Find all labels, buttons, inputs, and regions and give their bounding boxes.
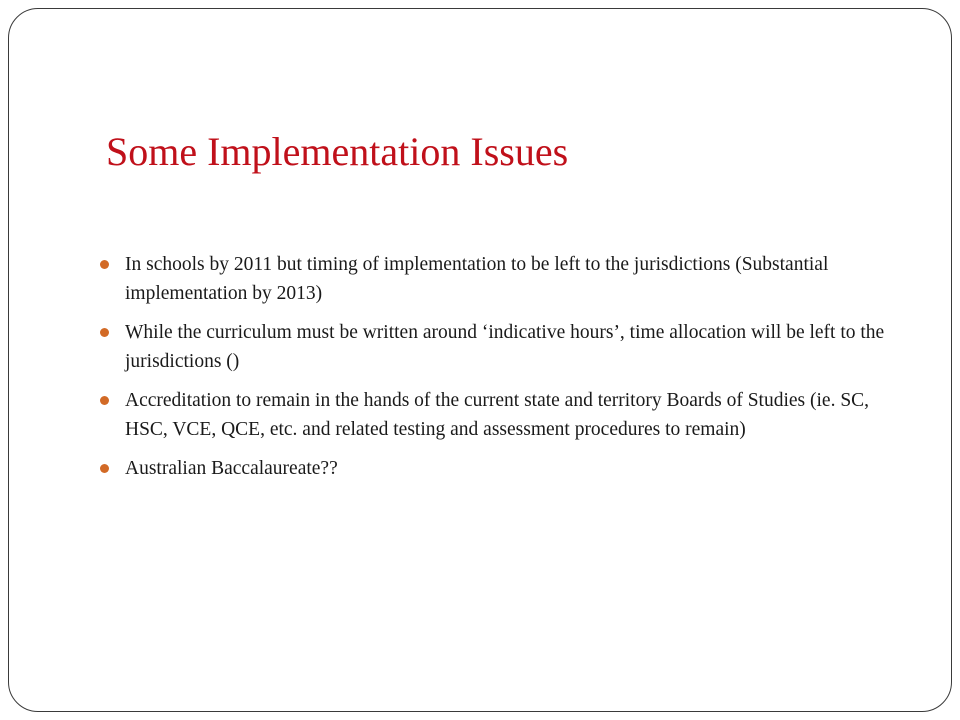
bullet-text: Accreditation to remain in the hands of the current state and territory Boards of Studies (ie. SC, HSC, VCE, QCE, etc. and related testing and assessment procedures to remain) [125, 390, 870, 440]
bullet-text: Australian Baccalaureate?? [125, 458, 338, 479]
bullet-dot-icon [100, 464, 109, 473]
bullet-text: In schools by 2011 but timing of implementation to be left to the jurisdictions (Substantial implementation by 2013) [125, 254, 829, 304]
bullet-item [100, 318, 890, 376]
bullet-dot-icon [100, 328, 109, 337]
bullet-list [100, 250, 890, 493]
bullet-item [100, 250, 890, 308]
bullet-text: While the curriculum must be written around ‘indicative hours’, time allocation will be left to the jurisdictions () [125, 322, 885, 372]
bullet-item [100, 454, 890, 483]
slide-title: Some Implementation Issues [106, 129, 569, 174]
bullet-dot-icon [100, 260, 109, 269]
bullet-dot-icon [100, 396, 109, 405]
bullet-item [100, 386, 890, 444]
